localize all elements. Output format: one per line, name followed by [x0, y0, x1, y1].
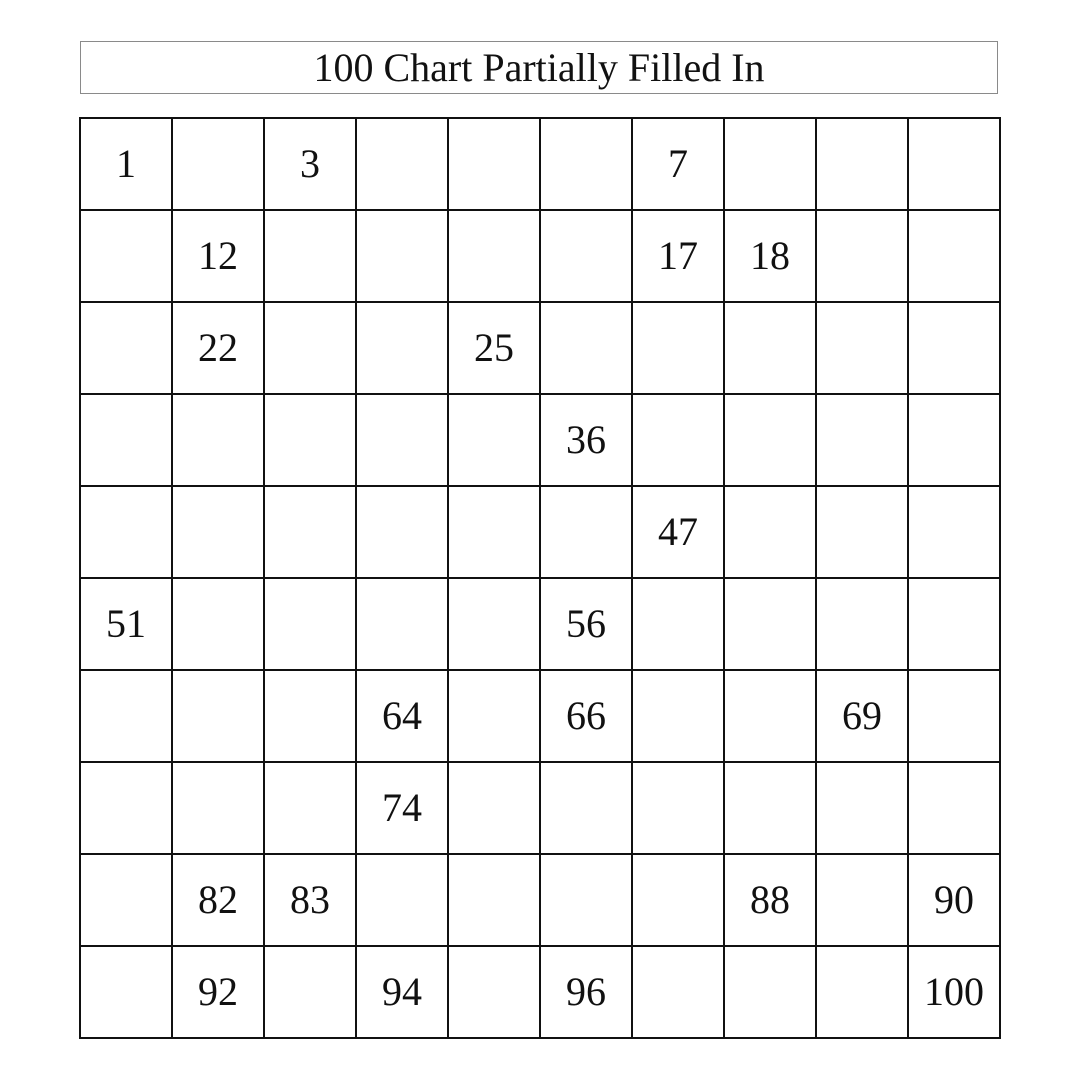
grid-cell: [265, 303, 357, 395]
grid-cell: [449, 855, 541, 947]
grid-cell: [633, 395, 725, 487]
grid-cell: [173, 579, 265, 671]
grid-cell: [81, 303, 173, 395]
grid-cell: [909, 119, 1001, 211]
grid-cell: [725, 487, 817, 579]
grid-cell: [817, 487, 909, 579]
grid-cell: [81, 947, 173, 1039]
grid-cell: [449, 947, 541, 1039]
grid-cell: [725, 303, 817, 395]
grid-cell: [909, 763, 1001, 855]
grid-cell: [909, 303, 1001, 395]
grid-cell: 1: [81, 119, 173, 211]
grid-cell: [817, 947, 909, 1039]
grid-cell: [725, 763, 817, 855]
grid-cell: [357, 487, 449, 579]
grid-cell: [633, 579, 725, 671]
grid-cell: [81, 487, 173, 579]
grid-cell: [817, 395, 909, 487]
grid-cell: [633, 671, 725, 763]
grid-cell: 17: [633, 211, 725, 303]
grid-cell: [81, 855, 173, 947]
grid-cell: 74: [357, 763, 449, 855]
hundred-chart-grid: [79, 117, 1001, 1039]
grid-cell: [541, 487, 633, 579]
grid-cell: [265, 395, 357, 487]
grid-cell: 64: [357, 671, 449, 763]
grid-cell: [725, 947, 817, 1039]
grid-cell: 96: [541, 947, 633, 1039]
grid-cell: 25: [449, 303, 541, 395]
grid-cell: [541, 763, 633, 855]
grid-cell: [817, 855, 909, 947]
grid-cell: [81, 671, 173, 763]
grid-cell: [81, 211, 173, 303]
grid-cell: 22: [173, 303, 265, 395]
grid-cell: 56: [541, 579, 633, 671]
grid-cell: [909, 671, 1001, 763]
grid-cell: 66: [541, 671, 633, 763]
grid-cell: [357, 211, 449, 303]
grid-cell: [265, 763, 357, 855]
grid-cell: [725, 579, 817, 671]
grid-cell: [817, 119, 909, 211]
grid-cell: [633, 303, 725, 395]
grid-cell: 47: [633, 487, 725, 579]
grid-cell: [817, 763, 909, 855]
grid-cell: 88: [725, 855, 817, 947]
grid-cell: [449, 763, 541, 855]
grid-cell: 94: [357, 947, 449, 1039]
grid-cell: [265, 487, 357, 579]
grid-cell: [541, 303, 633, 395]
grid-cell: [725, 395, 817, 487]
grid-cell: [449, 487, 541, 579]
grid-cell: [173, 395, 265, 487]
page-title: 100 Chart Partially Filled In: [80, 41, 998, 94]
grid-cell: 51: [81, 579, 173, 671]
grid-cell: [541, 855, 633, 947]
grid-cell: [909, 579, 1001, 671]
grid-cell: [541, 211, 633, 303]
grid-cell: [265, 671, 357, 763]
grid-cell: 69: [817, 671, 909, 763]
grid-cell: [265, 947, 357, 1039]
grid-cell: [817, 579, 909, 671]
grid-cell: [633, 855, 725, 947]
grid-cell: 92: [173, 947, 265, 1039]
grid-cell: 83: [265, 855, 357, 947]
grid-cell: 82: [173, 855, 265, 947]
grid-cell: 100: [909, 947, 1001, 1039]
grid-cell: [725, 119, 817, 211]
grid-cell: [909, 211, 1001, 303]
grid-cell: [449, 119, 541, 211]
grid-cell: [81, 763, 173, 855]
grid-cell: 3: [265, 119, 357, 211]
grid-cell: [817, 211, 909, 303]
grid-cell: [449, 395, 541, 487]
grid-cell: [357, 303, 449, 395]
grid-cell: [817, 303, 909, 395]
grid-cell: [357, 579, 449, 671]
grid-cell: [173, 119, 265, 211]
grid-cell: [357, 395, 449, 487]
grid-cell: 90: [909, 855, 1001, 947]
grid-cell: 36: [541, 395, 633, 487]
grid-cell: [81, 395, 173, 487]
grid-cell: [357, 119, 449, 211]
grid-cell: [633, 947, 725, 1039]
grid-cell: [909, 395, 1001, 487]
grid-cell: [265, 579, 357, 671]
grid-cell: [173, 671, 265, 763]
grid-cell: [357, 855, 449, 947]
grid-cell: [265, 211, 357, 303]
grid-cell: [449, 671, 541, 763]
grid-cell: 18: [725, 211, 817, 303]
grid-cell: [173, 487, 265, 579]
grid-cell: [725, 671, 817, 763]
grid-cell: [173, 763, 265, 855]
grid-cell: [449, 579, 541, 671]
grid-cell: [909, 487, 1001, 579]
grid-cell: [449, 211, 541, 303]
grid-cell: [633, 763, 725, 855]
grid-cell: 7: [633, 119, 725, 211]
grid-cell: [541, 119, 633, 211]
grid-cell: 12: [173, 211, 265, 303]
